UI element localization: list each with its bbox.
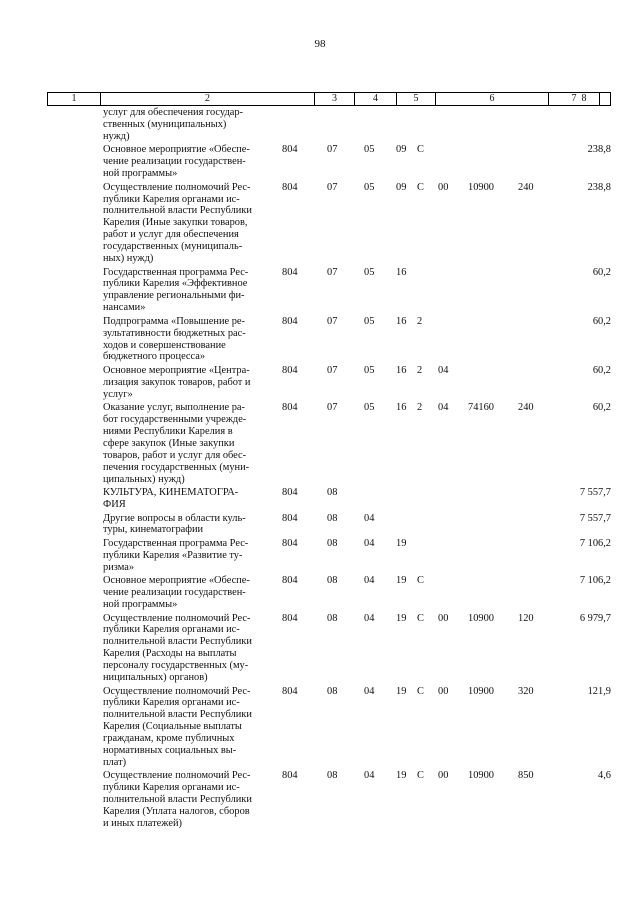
row-name-line: ной программы»	[103, 599, 178, 610]
cell-c8: 4,6	[598, 770, 611, 782]
row-name-line: Государственная программа Рес-	[103, 537, 249, 549]
cell-c6b: 2	[417, 402, 423, 414]
cell-c6d: 74160	[468, 402, 494, 414]
column-header-6: 6	[435, 93, 548, 105]
row-name-line: плат)	[103, 756, 127, 768]
row-name-line: полнительной власти Республики	[103, 794, 252, 806]
cell-c6a: 16	[396, 315, 407, 327]
cell-c3: 804	[282, 364, 298, 376]
row-name-line: лизация закупок товаров, работ и	[103, 376, 251, 388]
row-name-line: публики Карелия «Эффективное	[103, 278, 248, 290]
cell-c7: 240	[518, 402, 534, 414]
row-name-line: ризма»	[103, 561, 135, 573]
row-name	[103, 402, 271, 485]
cell-c7: 850	[518, 770, 534, 782]
cell-c4: 08	[327, 537, 338, 549]
row-name-line: ной программы»	[103, 168, 178, 180]
row-name-line: нужд)	[103, 130, 130, 142]
cell-c6c: 00	[438, 770, 449, 782]
cell-c6a: 16	[396, 402, 407, 414]
row-name	[103, 686, 271, 769]
cell-c5: 04	[364, 537, 375, 549]
column-header-8-label: 8	[581, 93, 587, 104]
row-name-line: публики Карелия органами ис-	[103, 193, 240, 205]
column-header-2: 2	[100, 93, 314, 105]
row-name-line: Карелия (Расходы на выплаты	[103, 648, 237, 660]
row-name-line: Другие вопросы в области куль-	[103, 512, 246, 524]
row-name	[103, 538, 271, 574]
row-name-line: бюджетного процесса»	[103, 351, 206, 363]
cell-c4: 07	[327, 402, 338, 414]
cell-c6d: 10900	[468, 770, 494, 782]
cell-c3: 804	[282, 315, 298, 327]
row-name-line: Осуществление полномочий Рес-	[103, 612, 251, 624]
row-name-line: Основное мероприятие «Центра-	[103, 364, 250, 376]
cell-c4: 08	[327, 487, 338, 499]
cell-c8: 121,9	[587, 685, 611, 697]
row-name-line: полнительной власти Республики	[103, 636, 252, 648]
cell-c3: 804	[282, 575, 298, 587]
row-name-line: КУЛЬТУРА, КИНЕМАТОГРА-	[103, 487, 239, 499]
table-header-row	[47, 92, 611, 106]
cell-c5: 05	[364, 144, 375, 156]
row-name-line: ниципальных) органов)	[103, 672, 208, 684]
row-name	[103, 770, 271, 830]
row-name-line: Осуществление полномочий Рес-	[103, 181, 251, 193]
cell-c4: 07	[327, 181, 338, 193]
cell-c6c: 00	[438, 685, 449, 697]
cell-c4: 08	[327, 770, 338, 782]
cell-c5: 05	[364, 315, 375, 327]
cell-c4: 07	[327, 315, 338, 327]
row-name-line: печения государственных (муни-	[103, 461, 250, 473]
cell-c6b: С	[417, 685, 424, 697]
row-name	[103, 487, 271, 511]
row-name	[103, 144, 271, 180]
cell-c6a: 09	[396, 181, 407, 193]
row-name-line: работ и услуг для обеспечения	[103, 229, 239, 241]
column-header-5: 5	[396, 93, 435, 105]
cell-c6a: 19	[396, 612, 407, 624]
cell-c5: 04	[364, 770, 375, 782]
row-name-line: управление региональными фи-	[103, 290, 245, 302]
cell-c6c: 04	[438, 402, 449, 414]
row-name-line: ных) нужд)	[103, 253, 154, 265]
cell-c8: 60,2	[592, 402, 611, 414]
row-name-line: и иных платежей)	[103, 818, 182, 830]
row-name	[103, 267, 271, 315]
row-name-line: полнительной власти Республики	[103, 709, 252, 721]
cell-c8: 238,8	[587, 181, 611, 193]
column-header-3: 3	[314, 93, 354, 105]
cell-c3: 804	[282, 266, 298, 278]
cell-c6b: 2	[417, 364, 423, 376]
row-name-line: государственных (муниципаль-	[103, 241, 243, 253]
cell-c3: 804	[282, 144, 298, 156]
cell-c6b: 2	[417, 315, 423, 327]
column-header-7: 7	[548, 93, 599, 105]
row-name-line: публики Карелия органами ис-	[103, 697, 240, 709]
cell-c8: 7 106,2	[579, 575, 611, 587]
cell-c4: 07	[327, 266, 338, 278]
cell-c6d: 10900	[468, 685, 494, 697]
cell-c4: 08	[327, 685, 338, 697]
row-name-line: ципальных) нужд)	[103, 473, 185, 485]
cell-c6a: 19	[396, 575, 407, 587]
cell-c6a: 19	[396, 770, 407, 782]
cell-c3: 804	[282, 537, 298, 549]
cell-c8: 7 557,7	[579, 487, 611, 499]
row-name	[103, 316, 271, 364]
row-name-line: Основное мероприятие «Обеспе-	[103, 144, 250, 156]
row-name-line: публики Карелия органами ис-	[103, 624, 240, 636]
row-name	[103, 365, 271, 401]
row-name-line: Карелия (Иные закупки товаров,	[103, 217, 248, 229]
cell-c6b: С	[417, 770, 424, 782]
row-name-line: Карелия (Уплата налогов, сборов	[103, 806, 250, 818]
row-name-line: Осуществление полномочий Рес-	[103, 685, 251, 697]
column-header-4: 4	[354, 93, 396, 105]
row-name-line: Оказание услуг, выполнение ра-	[103, 402, 245, 414]
cell-c6c: 00	[438, 612, 449, 624]
cell-c6d: 10900	[468, 181, 494, 193]
cell-c5: 05	[364, 181, 375, 193]
row-name-line: ФИЯ	[103, 499, 126, 510]
cell-c6c: 00	[438, 181, 449, 193]
cell-c6c: 04	[438, 364, 449, 376]
cell-c7: 120	[518, 612, 534, 624]
row-name-line: ниями Республики Карелия в	[103, 426, 233, 437]
cell-c5: 05	[364, 266, 375, 278]
cell-c4: 07	[327, 144, 338, 156]
row-name-line: ственных (муниципальных)	[103, 118, 227, 130]
row-name-line: Карелия (Социальные выплаты	[103, 721, 242, 733]
page-number: 98	[314, 38, 326, 50]
cell-c7: 320	[518, 685, 534, 697]
cell-c6b: С	[417, 575, 424, 587]
row-name-line: сфере закупок (Иные закупки	[103, 437, 235, 449]
cell-c8: 60,2	[592, 266, 611, 278]
cell-c5: 04	[364, 575, 375, 587]
cell-c6a: 19	[396, 685, 407, 697]
column-header-1: 1	[71, 93, 77, 104]
cell-c8: 6 979,7	[579, 612, 611, 624]
row-name-line: нансами»	[103, 302, 146, 314]
row-name-line: Осуществление полномочий Рес-	[103, 770, 251, 782]
cell-c5: 04	[364, 612, 375, 624]
cell-c5: 04	[364, 685, 375, 697]
cell-c6a: 16	[396, 266, 407, 278]
cell-c6b: С	[417, 181, 424, 193]
row-name-line: услуг для обеспечения государ-	[103, 107, 243, 118]
cell-c6a: 09	[396, 144, 407, 156]
row-name-line: зультативности бюджетных рас-	[103, 327, 246, 339]
row-name	[103, 107, 271, 143]
row-name-line: туры, кинематографии	[103, 524, 204, 536]
row-name-line: бот государственными учрежде-	[103, 414, 247, 426]
row-name	[103, 513, 271, 537]
cell-c8: 60,2	[592, 364, 611, 376]
row-name-line: услуг»	[103, 388, 133, 400]
cell-c4: 07	[327, 364, 338, 376]
row-name-line: Государственная программа Рес-	[103, 266, 249, 278]
row-name-line: чение реализации государствен-	[103, 156, 246, 168]
cell-c5: 05	[364, 364, 375, 376]
row-name-line: товаров, работ и услуг для обес-	[103, 449, 247, 461]
cell-c6b: С	[417, 144, 424, 156]
row-name-line: ходов и совершенствование	[103, 339, 226, 351]
cell-c4: 08	[327, 612, 338, 624]
cell-c5: 05	[364, 402, 375, 414]
cell-c6a: 19	[396, 537, 407, 549]
cell-c8: 7 557,7	[579, 512, 611, 524]
cell-c3: 804	[282, 181, 298, 193]
row-name	[103, 575, 271, 611]
row-name-line: персоналу государственных (му-	[103, 660, 249, 672]
cell-c8: 60,2	[592, 315, 611, 327]
cell-c5: 04	[364, 512, 375, 524]
cell-c8: 7 106,2	[579, 537, 611, 549]
cell-c4: 08	[327, 575, 338, 587]
row-name-line: публики Карелия органами ис-	[103, 782, 240, 794]
cell-c3: 804	[282, 612, 298, 624]
cell-c8: 238,8	[587, 144, 611, 156]
row-name-line: полнительной власти Республики	[103, 205, 252, 217]
row-name	[103, 182, 271, 265]
cell-c3: 804	[282, 487, 298, 499]
row-name-line: гражданам, кроме публичных	[103, 733, 235, 745]
row-name-line: Основное мероприятие «Обеспе-	[103, 575, 250, 587]
row-name	[103, 613, 271, 684]
row-name-line: чение реализации государствен-	[103, 587, 246, 599]
cell-c7: 240	[518, 181, 534, 193]
row-name-line: Подпрограмма «Повышение ре-	[103, 315, 245, 327]
cell-c6d: 10900	[468, 612, 494, 624]
cell-c4: 08	[327, 512, 338, 524]
cell-c3: 804	[282, 402, 298, 414]
cell-c3: 804	[282, 512, 298, 524]
cell-c6b: С	[417, 612, 424, 624]
cell-c6a: 16	[396, 364, 407, 376]
row-name-line: публики Карелия «Развитие ту-	[103, 549, 243, 561]
cell-c3: 804	[282, 770, 298, 782]
cell-c3: 804	[282, 685, 298, 697]
row-name-line: нормативных социальных вы-	[103, 745, 237, 757]
